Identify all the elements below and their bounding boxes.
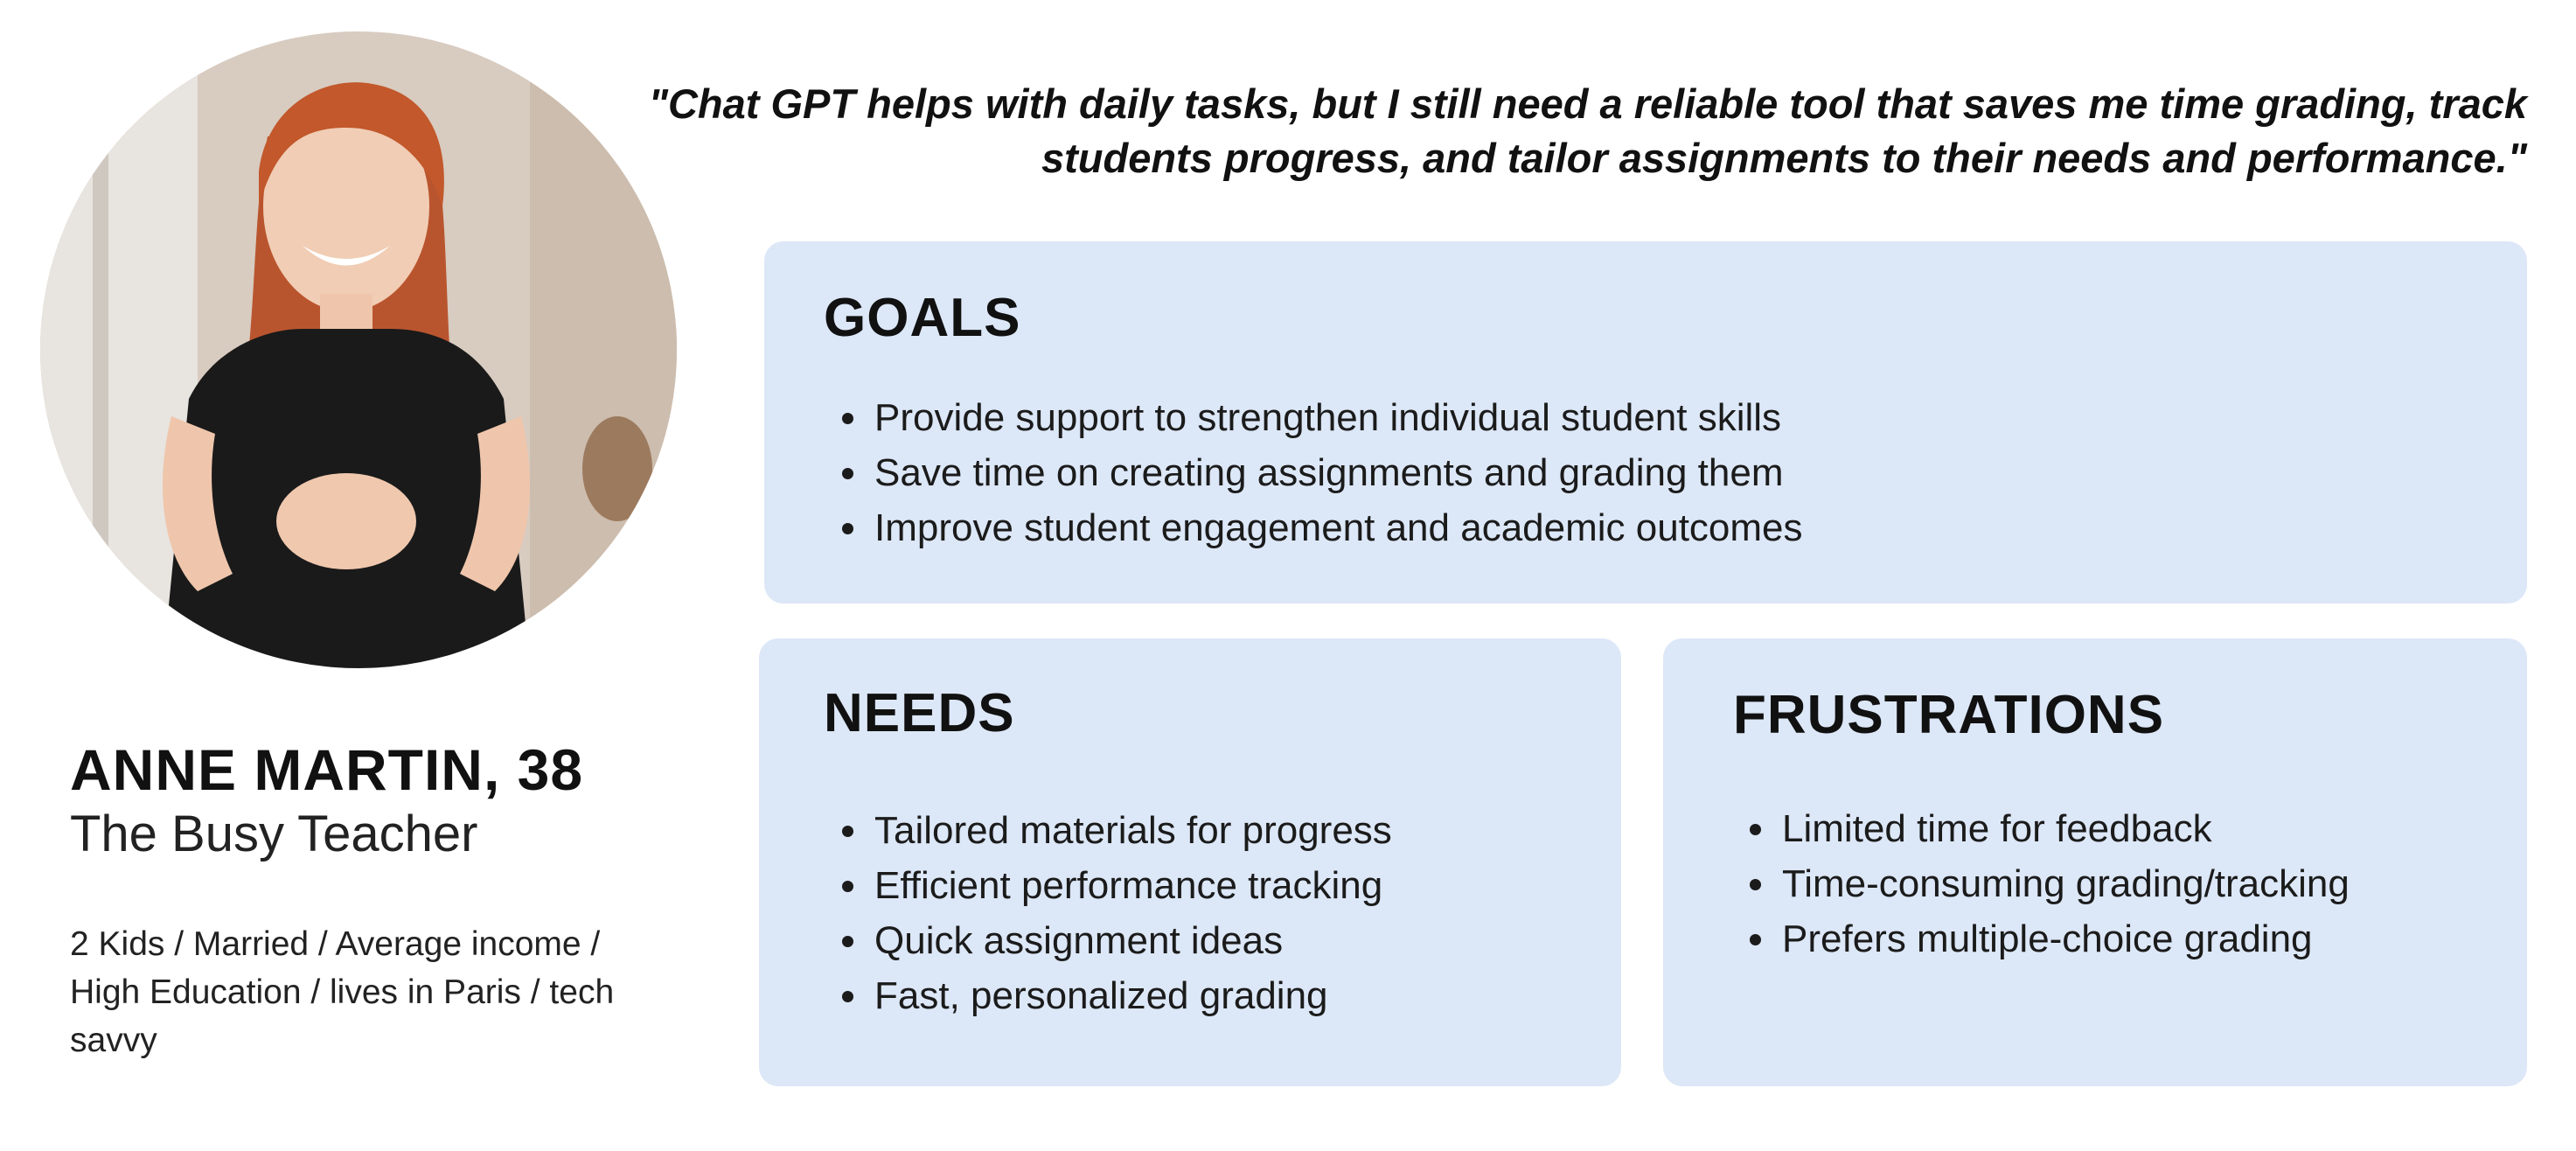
frustrations-list <box>1733 801 2350 966</box>
frustrations-list-item: • Limited time for feedback <box>1779 801 2350 856</box>
goals-list <box>825 390 1803 555</box>
goals-list-item: • Save time on creating assignments and grading them <box>871 445 1803 500</box>
needs-title: NEEDS <box>824 683 1015 743</box>
goals-title: GOALS <box>824 288 1021 348</box>
needs-list-item: • Fast, personalized grading <box>871 968 1392 1023</box>
persona-role: The Busy Teacher <box>70 806 478 862</box>
frustrations-list-item: • Prefers multiple-choice grading <box>1779 911 2350 966</box>
persona-name: ANNE MARTIN, 38 <box>70 737 584 802</box>
goals-card <box>764 241 2527 603</box>
persona-photo-illustration <box>40 31 677 668</box>
goals-list-item: • Improve student engagement and academic outcomes <box>871 500 1803 555</box>
needs-list-item: • Tailored materials for progress <box>871 803 1392 858</box>
frustrations-list-item: • Time-consuming grading/tracking <box>1779 856 2350 911</box>
needs-list <box>825 803 1392 1023</box>
frustrations-title: FRUSTRATIONS <box>1733 685 2165 745</box>
persona-quote: "Chat GPT helps with daily tasks, but I still need a reliable tool that saves me time grading, track students progress, and tailor assignments to their needs and performance." <box>648 80 2527 181</box>
frustrations-card <box>1663 638 2527 1086</box>
needs-card <box>759 638 1621 1086</box>
persona-details: 2 Kids / Married / Average income / High Education / lives in Paris / tech savvy <box>70 925 615 1059</box>
needs-list-item: • Efficient performance tracking <box>871 858 1392 913</box>
needs-list-item: • Quick assignment ideas <box>871 913 1392 968</box>
persona-photo <box>40 31 677 668</box>
goals-list-item: • Provide support to strengthen individual student skills <box>871 390 1803 445</box>
